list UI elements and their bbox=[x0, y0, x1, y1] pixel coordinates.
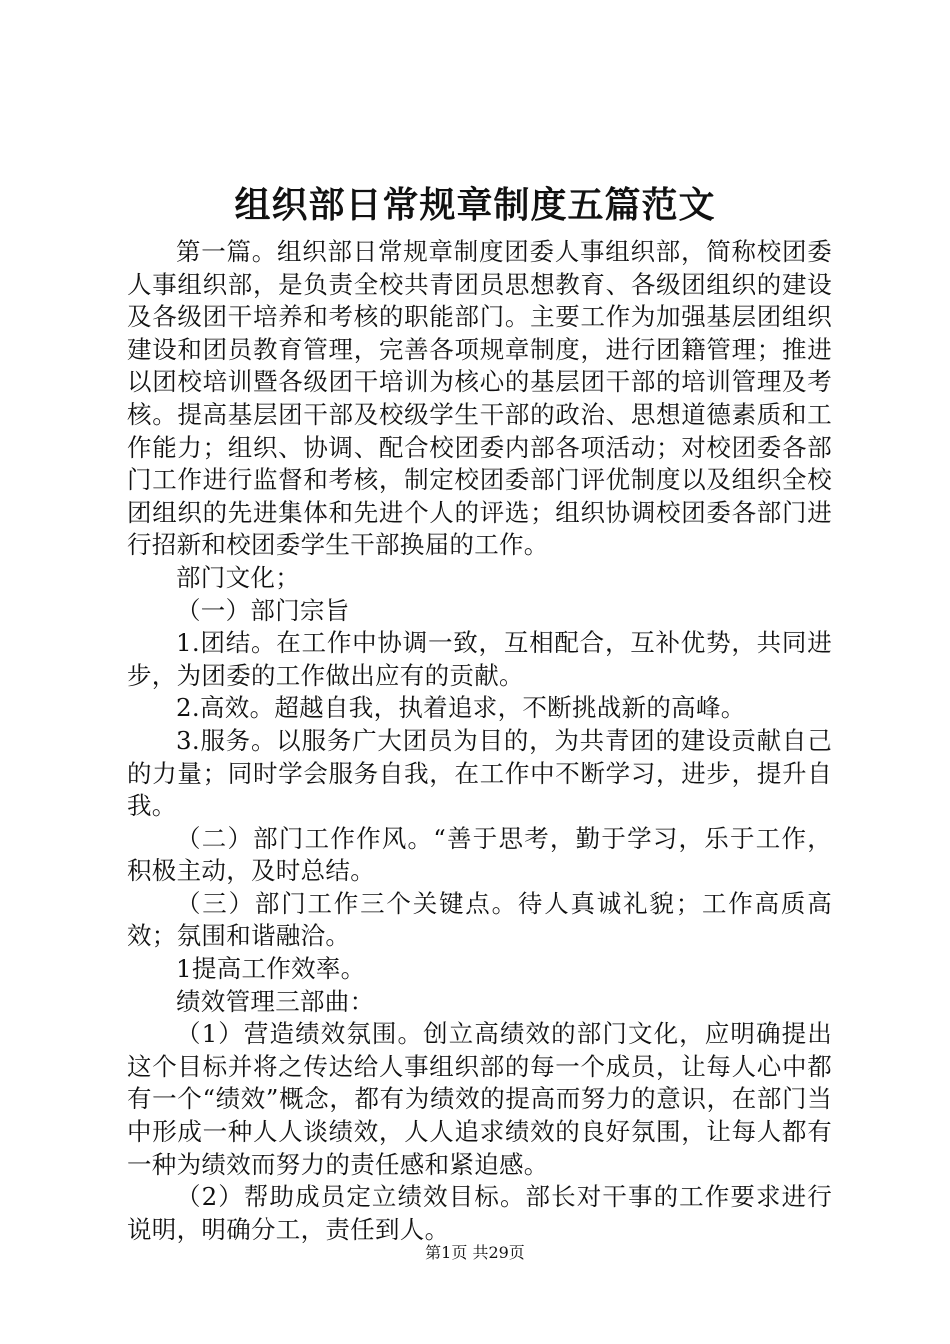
document-body bbox=[127, 236, 832, 1246]
paragraph-dept-culture: 部门文化； bbox=[176, 562, 300, 592]
document-title: 组织部日常规章制度五篇范文 bbox=[234, 185, 716, 226]
paragraph-service: 3.服务。以服务广大团员为目的，为共青团的建设贡献自己的力量；同时学会服务自我，在工作中不断学习，进步，提升自我。 bbox=[127, 725, 832, 821]
paragraph-performance-atmosphere: （1）营造绩效氛围。创立高绩效的部门文化，应明确提出这个目标并将之传达给人事组织部的每一个成员，让每人心中都有一个“绩效”概念，都有为绩效的提高而努力的意识，在部门当中形成一种人人谈绩效，人人追求绩效的良好氛围，让每人都有一种为绩效而努力的责任感和紧迫感。 bbox=[127, 1019, 832, 1179]
paragraph-performance-goals: （2）帮助成员定立绩效目标。部长对干事的工作要求进行说明，明确分工，责任到人。 bbox=[127, 1182, 832, 1244]
paragraph-efficiency: 2.高效。超越自我，执着追求，不断挑战新的高峰。 bbox=[176, 693, 746, 723]
paragraph-performance-trilogy: 绩效管理三部曲： bbox=[176, 986, 375, 1016]
page-footer: 第1页 共29页 bbox=[425, 1243, 525, 1262]
paragraph-work-style: （二）部门工作作风。“善于思考，勤于学习，乐于工作，积极主动，及时总结。 bbox=[127, 823, 832, 886]
paragraph-improve-efficiency: 1提高工作效率。 bbox=[176, 954, 366, 984]
paragraph-unity: 1.团结。在工作中协调一致，互相配合，互补优势，共同进步，为团委的工作做出应有的贡献。 bbox=[127, 628, 832, 690]
paragraph-key-points: （三）部门工作三个关键点。待人真诚礼貌；工作高质高效；氛围和谐融洽。 bbox=[127, 888, 832, 951]
paragraph-dept-purpose: （一）部门宗旨 bbox=[176, 595, 350, 625]
paragraph-intro: 第一篇。组织部日常规章制度团委人事组织部，简称校团委人事组织部，是负责全校共青团员思想教育、各级团组织的建设及各级团干培养和考核的职能部门。主要工作为加强基层团组织建设和团员教育管理，完善各项规章制度，进行团籍管理；推进以团校培训暨各级团干培训为核心的基层团干部的培训管理及考核。提高基层团干部及校级学生干部的政治、思想道德素质和工作能力；组织、协调、配合校团委内部各项活动；对校团委各部门工作进行监督和考核，制定校团委部门评优制度以及组织全校团组织的先进集体和先进个人的评选；组织协调校团委各部门进行招新和校团委学生干部换届的工作。 bbox=[127, 237, 832, 560]
